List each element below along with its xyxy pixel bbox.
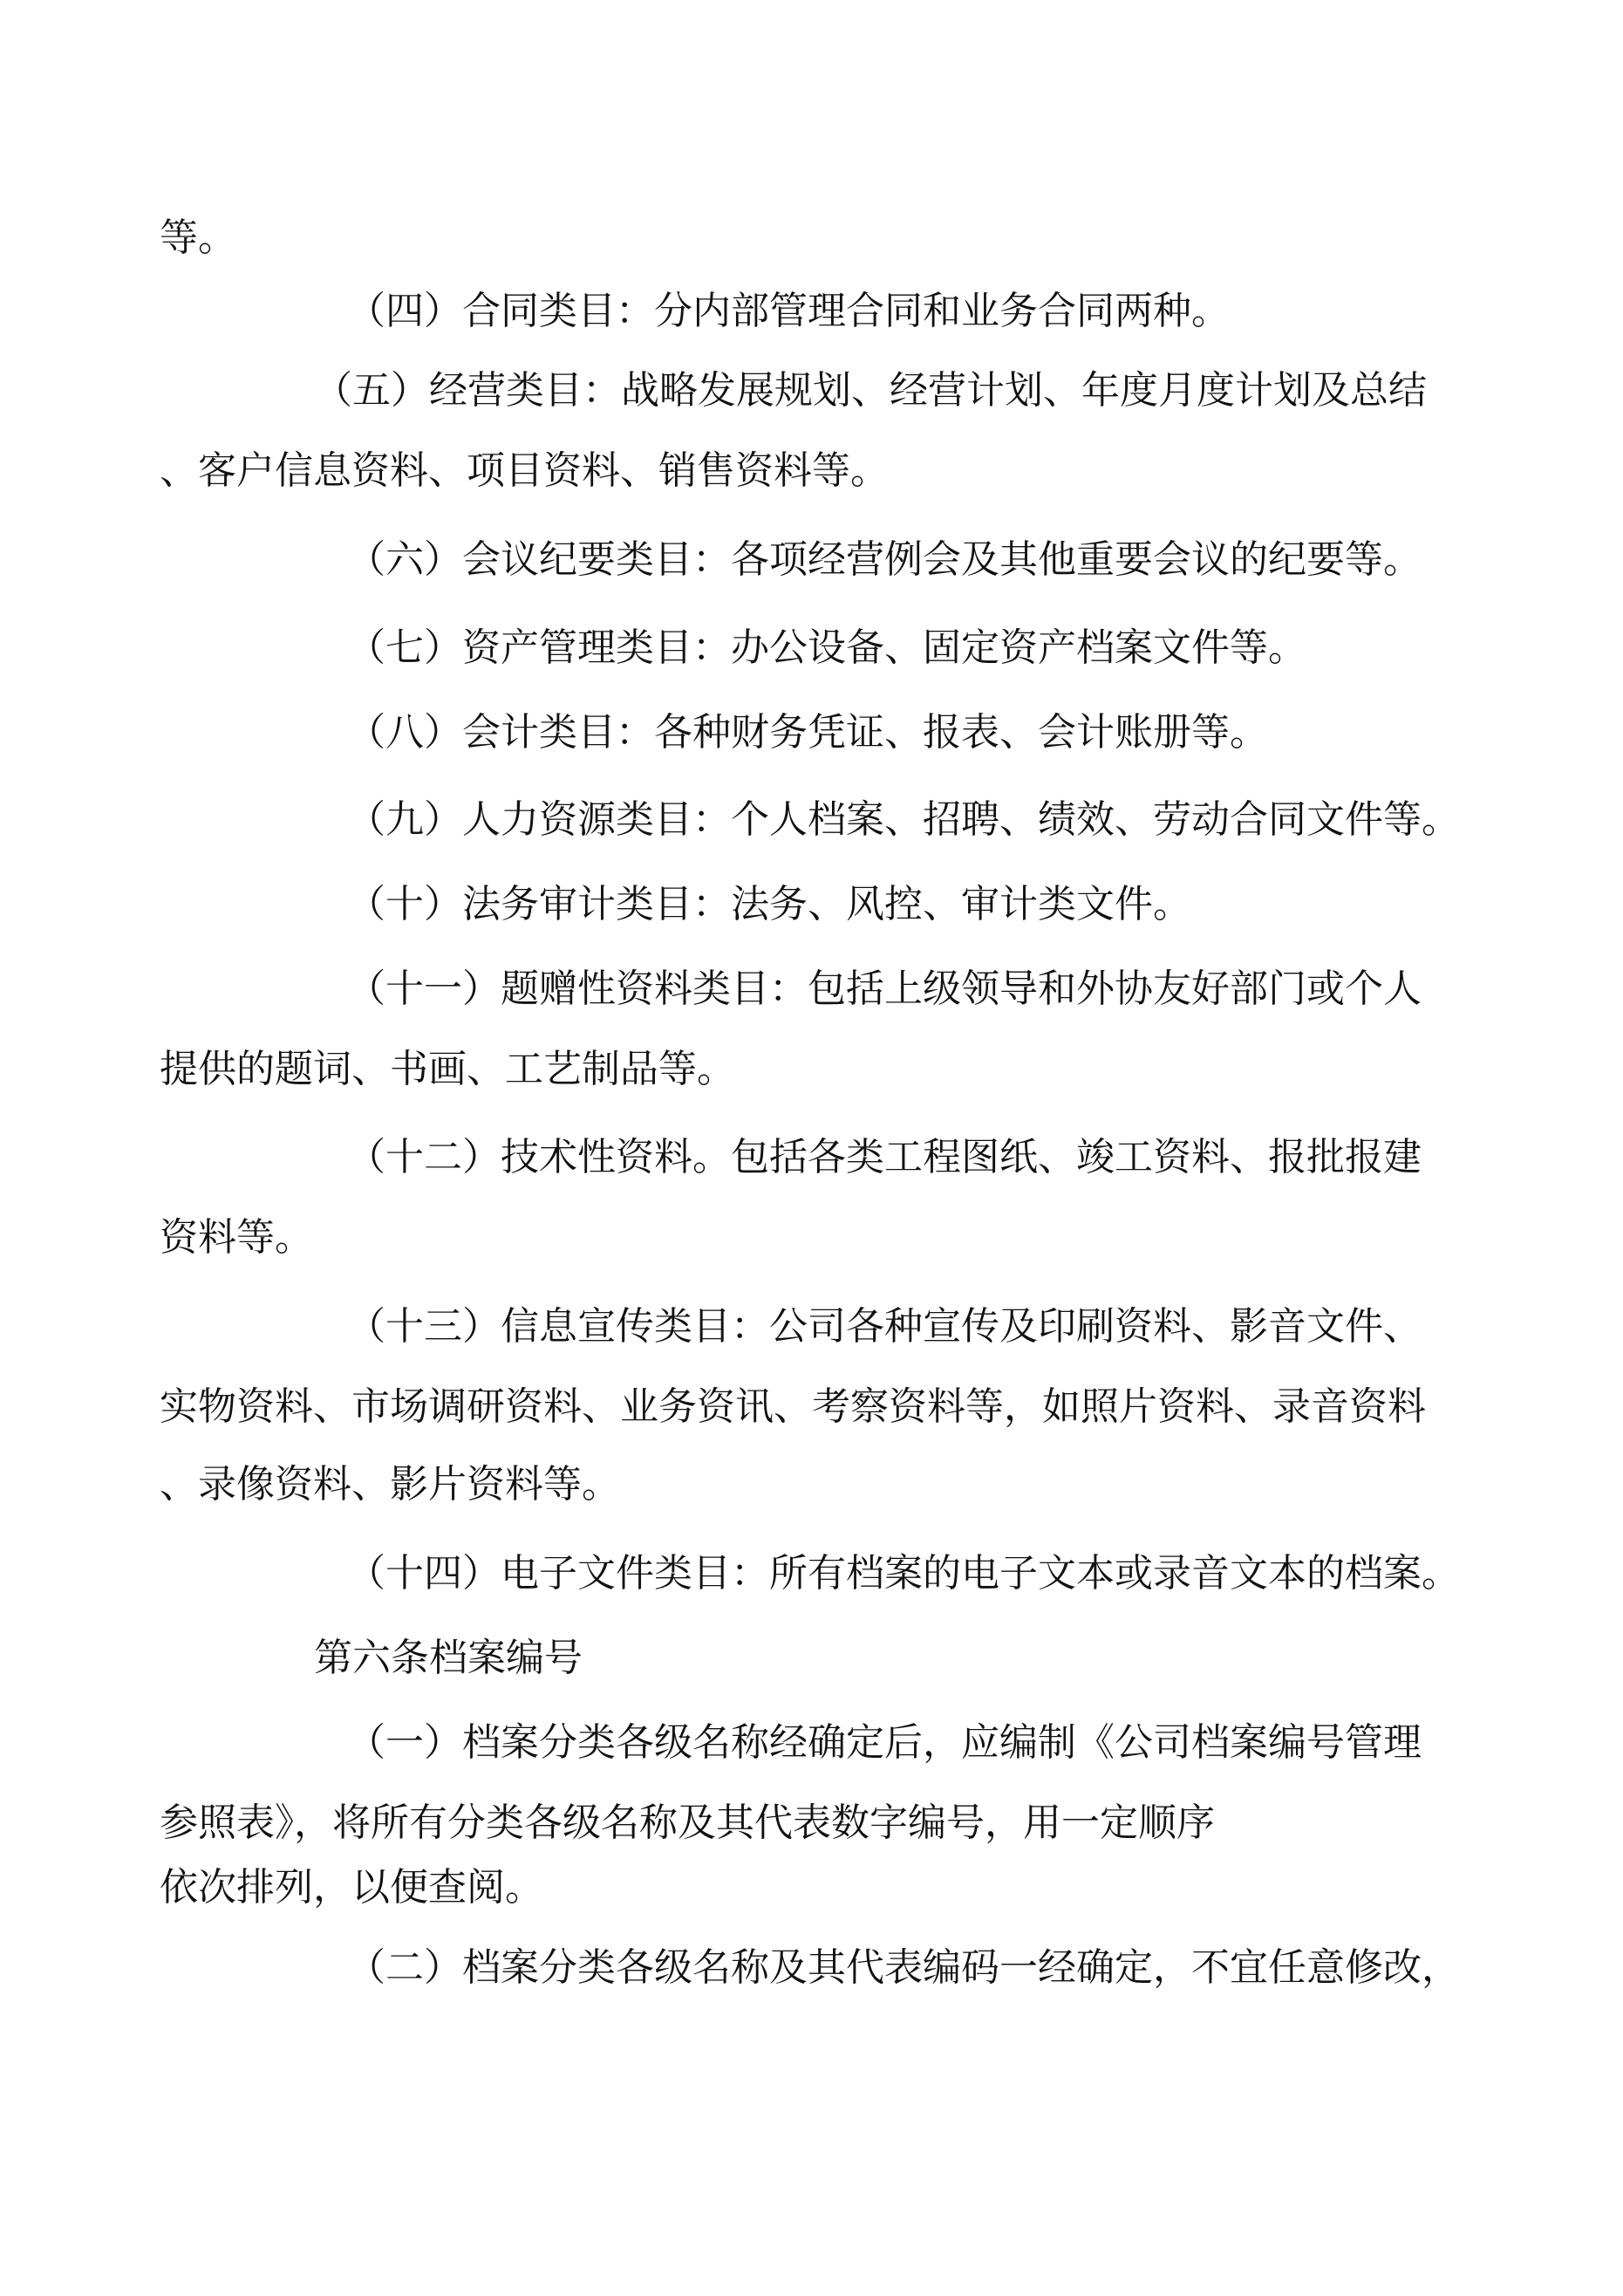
text-line-19: （一）档案分类各级名称经确定后，应编制《公司档案编号管理 [347, 1720, 1422, 1765]
text-line-20: 参照表》，将所有分类各级名称及其代表数字编号，用一定顺序 [160, 1801, 1215, 1845]
text-line-8: （九）人力资源类目：个人档案、招聘、绩效、劳动合同文件等。 [347, 797, 1460, 842]
text-line-9: （十）法务审计类目：法务、风控、审计类文件。 [347, 882, 1191, 926]
text-line-11: 提供的题词、书画、工艺制品等。 [160, 1047, 735, 1091]
text-line-6: （七）资产管理类目：办公设备、固定资产档案文件等。 [347, 625, 1306, 670]
text-line-13: 资料等。 [160, 1215, 313, 1260]
text-line-7: （八）会计类目：各种财务凭证、报表、会计账册等。 [347, 710, 1268, 755]
text-line-10: （十一）题赠性资料类目：包括上级领导和外协友好部门或个人 [347, 967, 1422, 1011]
text-line-15: 实物资料、市场调研资料、业务资讯、考察资料等，如照片资料、录音资料 [160, 1384, 1426, 1429]
text-line-22: （二）档案分类各级名称及其代表编码一经确定，不宜任意修改， [347, 1945, 1460, 1990]
section-heading: 第六条档案编号 [314, 1636, 583, 1680]
text-line-1: 等。 [160, 215, 236, 260]
text-line-5: （六）会议纪要类目：各项经营例会及其他重要会议的纪要等。 [347, 537, 1422, 582]
text-line-17: （十四）电子文件类目：所有档案的电子文本或录音文本的档案。 [347, 1551, 1460, 1596]
text-line-12: （十二）技术性资料。包括各类工程图纸、竣工资料、报批报建 [347, 1135, 1422, 1179]
text-line-16: 、录像资料、影片资料等。 [160, 1462, 620, 1507]
text-line-4: 、客户信息资料、项目资料、销售资料等。 [160, 448, 889, 493]
text-line-3: （五）经营类目：战略发展规划、经营计划、年度月度计划及总结 [314, 368, 1427, 413]
text-line-2: （四）合同类目：分内部管理合同和业务合同两种。 [347, 289, 1230, 333]
text-line-14: （十三）信息宣传类目：公司各种宣传及印刷资料、影音文件、 [347, 1304, 1422, 1349]
text-line-21: 依次排列，以便查阅。 [160, 1865, 543, 1910]
